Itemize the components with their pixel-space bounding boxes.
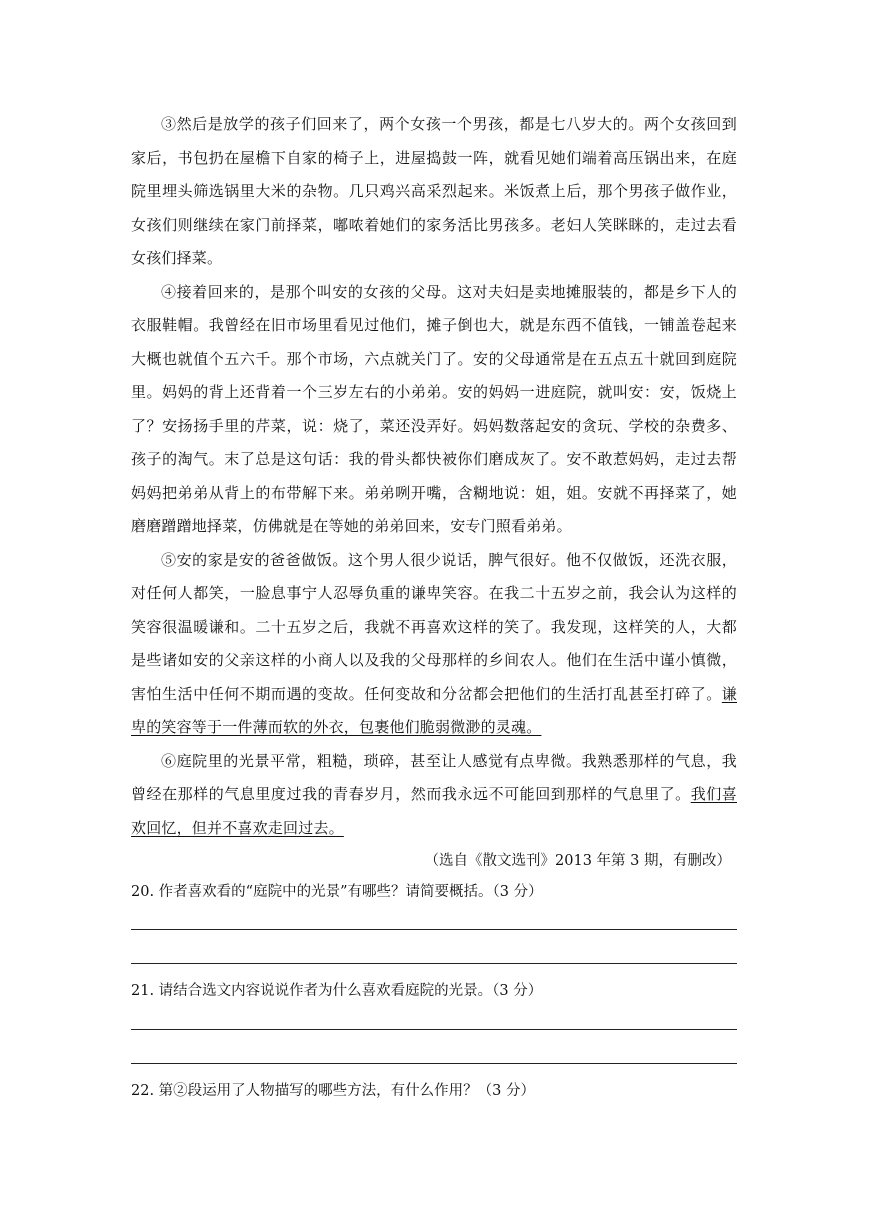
paragraph-6 [131,745,737,846]
source-citation: （选自《散文选刊》2013 年第 3 期，有删改） [424,853,731,869]
paragraph-5 [131,544,737,745]
question-20: 20. 作者喜欢看的“庭院中的光景”有哪些？请简要概括。（3 分） [131,884,543,900]
paragraph-3: ③然后是放学的孩子们回来了，两个女孩一个男孩，都是七八岁大的。两个女孩回到家后，书包扔在屋檐下自家的椅子上，进屋捣鼓一阵，就看见她们端着高压锅出来，在庭院里埋头筛选锅里大米的杂物。几只鸡兴高采烈起来。米饭煮上后，那个男孩子做作业，女孩们则继续在家门前择菜，嘟哝着她们的家务活比男孩多。老妇人笑眯眯的，走过去看女孩们择菜。 [131,115,737,267]
paragraph-4: ④接着回来的，是那个叫安的女孩的父母。这对夫妇是卖地摊服装的，都是乡下人的衣服鞋帽。我曾经在旧市场里看见过他们，摊子倒也大，就是东西不值钱，一铺盖卷起来大概也就值个五六千。那个市场，六点就关门了。安的父母通常是在五点五十就回到庭院里。妈妈的背上还背着一个三岁左右的小弟弟。安的妈妈一进庭院，就叫安：安，饭烧上了？安扬扬手里的芹菜，说：烧了，菜还没弄好。妈妈数落起安的贪玩、学校的杂费多、孩子的淘气。末了总是这句话：我的骨头都快被你们磨成灰了。安不敢惹妈妈，走过去帮妈妈把弟弟从背上的布带解下来。弟弟咧开嘴，含糊地说：姐，姐。安就不再择菜了，她磨磨蹭蹭地择菜，仿佛就是在等她的弟弟回来，安专门照看弟弟。 [131,282,737,535]
answer-line [131,1029,737,1030]
document-page [131,108,737,1102]
paragraph-6-text: ⑥庭院里的光景平常，粗糙，琐碎，甚至让人感觉有点卑微。我熟悉那样的气息，我曾经在那样的气息里度过我的青春岁月，然而我永远不可能回到那样的气息里了。 [131,751,737,803]
answer-line [131,963,737,964]
answer-line [131,1063,737,1064]
paragraph-5-underlined-sentence: 谦卑的笑容等于一件薄而软的外衣，包裹他们脆弱微渺的灵魂。 [131,684,737,736]
question-22: 22. 第②段运用了人物描写的哪些方法，有什么作用？（3 分） [131,1083,536,1099]
paragraph-5-text: ⑤安的家是安的爸爸做饭。这个男人很少说话，脾气很好。他不仅做饭，还洗衣服，对任何人都笑，一脸息事宁人忍辱负重的谦卑笑容。在我二十五岁之前，我会认为这样的笑容很温暖谦和。二十五岁之后，我就不再喜欢这样的笑了。我发现，这样笑的人，大都是些诸如安的父亲这样的小商人以及我的父母那样的乡间农人。他们在生活中谨小慎微，害怕生活中任何不期而遇的变故。任何变故和分岔都会把他们的生活打乱甚至打碎了。 [131,550,737,703]
paragraph-6-underlined-sentence: 我们喜欢回忆，但并不喜欢走回过去。 [131,785,737,837]
question-21: 21. 请结合选文内容说说作者为什么喜欢看庭院的光景。（3 分） [131,983,543,999]
answer-line [131,929,737,930]
